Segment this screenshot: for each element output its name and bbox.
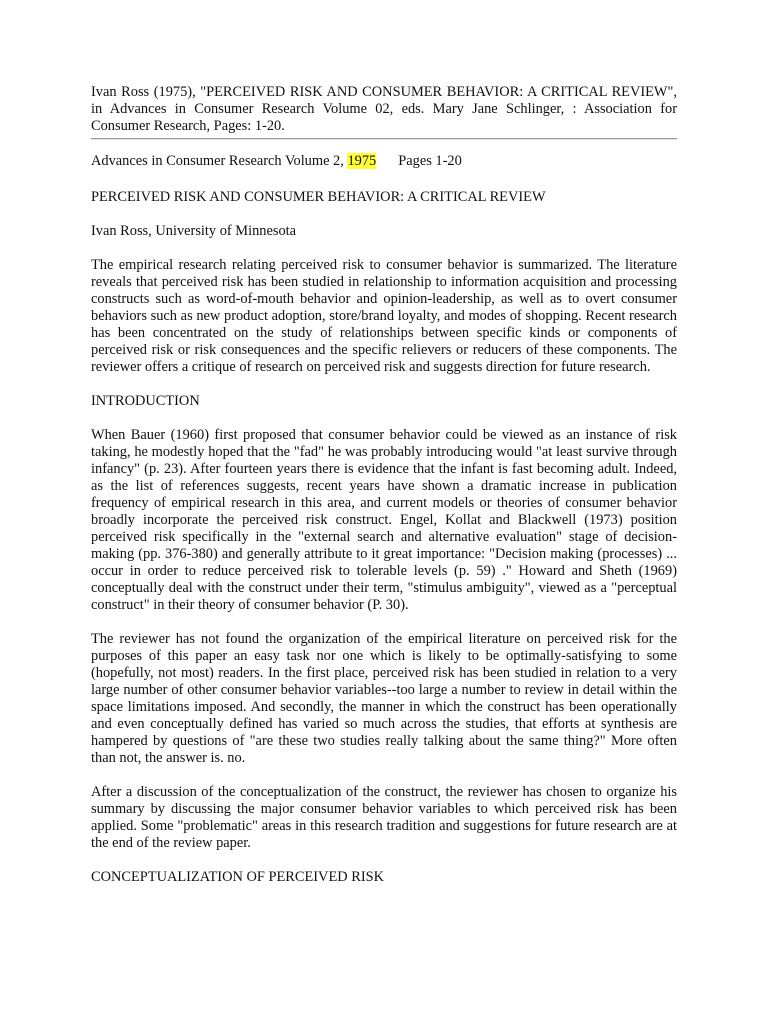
introduction-paragraph-1: When Bauer (1960) first proposed that consumer behavior could be viewed as an instance of risk taking, he modestly hoped that the "fad" he was probably introducing would "at least survive through infancy" (p. 23). After fourteen years there is evidence that the infant is fast becoming adult. Indeed, as the list of references suggests, recent years have shown a dramatic increase in publication frequency of empirical research in this area, and current models or theories of consumer behavior broadly incorporate the perceived risk construct. Engel, Kollat and Blackwell (1973) position perceived risk specifically in the "external search and alternative evaluation" stage of decision-making (pp. 376-380) and generally attribute to it great importance: "Decision making (processes) ... occur in order to reduce perceived risk to tolerable levels (p. 59) ." Howard and Sheth (1969) conceptually deal with the construct under their term, "stimulus ambiguity", viewed as a "perceptual construct" in their theory of consumer behavior (P. 30). [91,427,677,613]
conceptualization-heading: CONCEPTUALIZATION OF PERCEIVED RISK [91,869,385,885]
introduction-paragraph-3: After a discussion of the conceptualization of the construct, the reviewer has chosen to organize his summary by discussing the major consumer behavior variables to which perceived risk has been applied. Some "problematic" areas in this research tradition and suggestions for future research are at the end of the review paper. [91,784,677,851]
citation-text: Ivan Ross (1975), "PERCEIVED RISK AND CONSUMER BEHAVIOR: A CRITICAL REVIEW", in Advances in Consumer Research Volume 02, eds. Mary Jane Schlinger, : Association for Consumer Research, Pages: 1-20. [91,84,677,134]
publication-line [91,153,677,170]
year-highlight: 1975 [347,153,377,169]
citation-divider [91,138,677,140]
author-affiliation: Ivan Ross, University of Minnesota [91,223,297,239]
page-range: Pages 1-20 [398,153,462,169]
introduction-heading: INTRODUCTION [91,393,200,409]
document-page [91,84,677,903]
abstract-paragraph: The empirical research relating perceived risk to consumer behavior is summarized. The literature reveals that perceived risk has been studied in relationship to information acquisition and processing constructs such as word-of-mouth behavior and opinion-leadership, as well as to overt consumer behaviors such as new product adoption, store/brand loyalty, and modes of shopping. Recent research has been concentrated on the study of relationships between specific kinds or components of perceived risk or risk consequences and the specific relievers or reducers of these components. The reviewer offers a critique of research on perceived risk and suggests direction for future research. [91,257,677,375]
paper-title: PERCEIVED RISK AND CONSUMER BEHAVIOR: A CRITICAL REVIEW [91,189,546,205]
journal-name: Advances in Consumer Research Volume 2, [91,153,344,169]
introduction-paragraph-2: The reviewer has not found the organization of the empirical literature on perceived risk for the purposes of this paper an easy task nor one which is likely to be optimally-satisfying to some (hopefully, not most) readers. In the first place, perceived risk has been studied in relation to a very large number of other consumer behavior variables--too large a number to review in detail within the space limitations imposed. And secondly, the manner in which the construct has been operationally and even conceptually defined has varied so much across the studies, that efforts at synthesis are hampered by questions of "are these two studies really talking about the same thing?" More often than not, the answer is. no. [91,631,677,766]
